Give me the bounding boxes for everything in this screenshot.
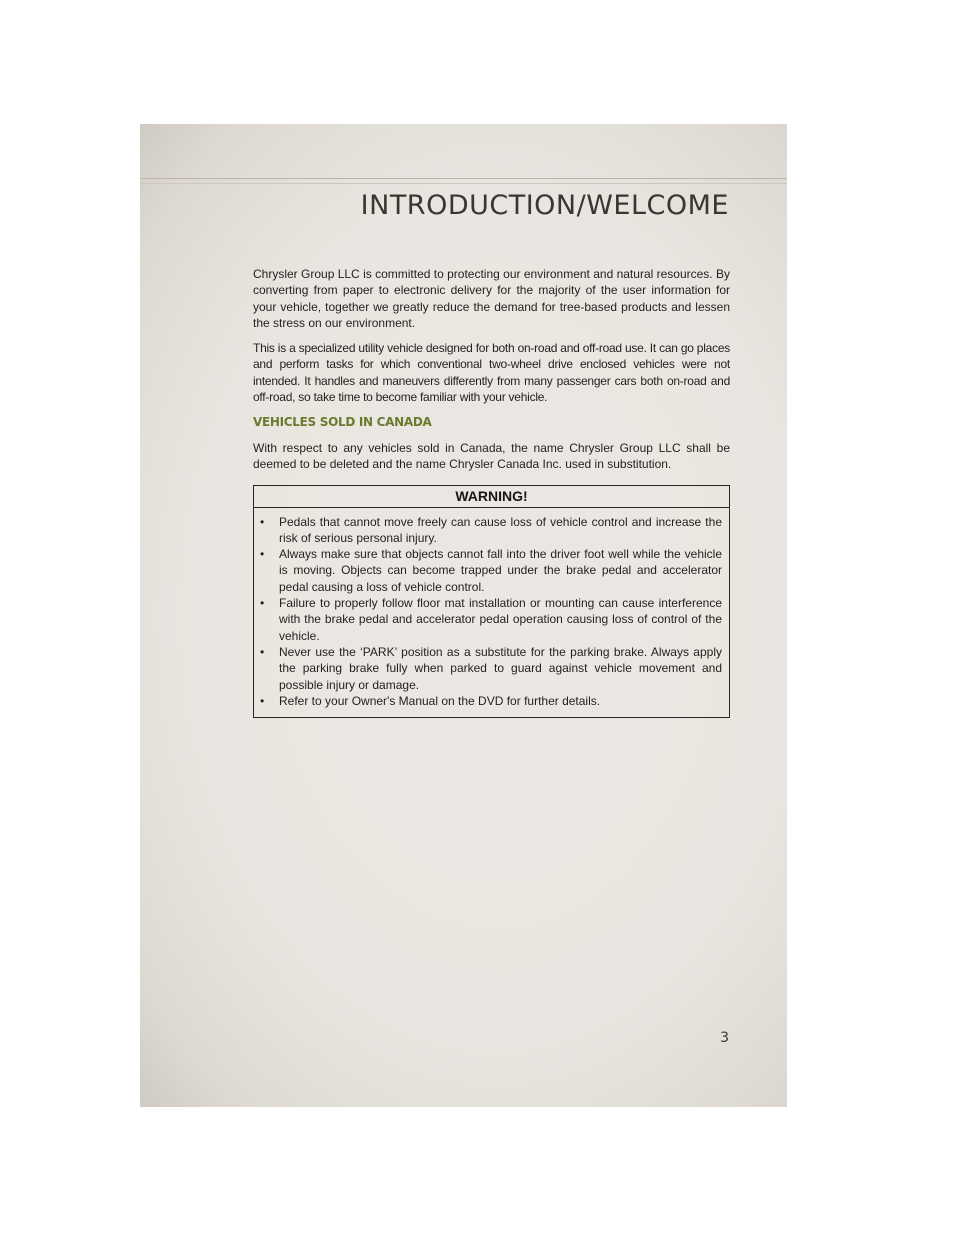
- warning-item: [260, 595, 722, 644]
- manual-page: [140, 124, 787, 1107]
- canada-paragraph: With respect to any vehicles sold in Canada, the name Chrysler Group LLC shall be deemed to be deleted and the name Chrysler Canada Inc. used in substitution.: [253, 440, 730, 471]
- page-number: 3: [720, 1030, 729, 1046]
- warning-item: [260, 644, 722, 693]
- warning-item-text: Never use the ‘PARK’ position as a substitute for the parking brake. Always apply the parking brake fully when parked to guard against vehicle movement and possible injury or damage.: [279, 644, 722, 692]
- warning-list: [254, 508, 729, 718]
- warning-item: [260, 514, 722, 547]
- warning-item-text: Pedals that cannot move freely can cause loss of vehicle control and increase the risk of serious personal injury.: [279, 514, 722, 545]
- bullet-icon: •: [260, 693, 265, 708]
- bullet-icon: •: [260, 514, 265, 529]
- header-rule: [140, 178, 787, 179]
- warning-item-text: Refer to your Owner's Manual on the DVD for further details.: [279, 693, 601, 708]
- warning-item: [260, 693, 722, 709]
- warning-item: [260, 546, 722, 595]
- section-heading-canada: VEHICLES SOLD IN CANADA: [253, 415, 432, 430]
- warning-item-text: Always make sure that objects cannot fall into the driver foot well while the vehicle is moving. Objects can become trapped under the brake pedal and accelerator pedal causing a loss of vehicle control.: [279, 547, 722, 594]
- bullet-icon: •: [260, 596, 265, 611]
- warning-box: [253, 485, 730, 718]
- bullet-icon: •: [260, 547, 265, 562]
- page-content: [253, 266, 730, 718]
- warning-item-text: Failure to properly follow floor mat installation or mounting can cause interference with the brake pedal and accelerator pedal operation causing loss of control of the vehicle.: [279, 596, 722, 643]
- header-rule-secondary: [140, 183, 787, 184]
- warning-heading: WARNING!: [254, 486, 729, 507]
- bullet-icon: •: [260, 644, 265, 659]
- page-title: INTRODUCTION/WELCOME: [360, 190, 729, 221]
- intro-paragraph-environment: Chrysler Group LLC is committed to protecting our environment and natural resources. By converting from paper to electronic delivery for the majority of the user information for your vehicle, together we greatly reduce the demand for tree-based products and lessen the stress on our environment.: [253, 267, 730, 330]
- intro-paragraph-vehicle: This is a specialized utility vehicle designed for both on-road and off-road use. It can go places and perform tasks for which conventional two-wheel drive enclosed vehicles were not intended. It handles and maneuvers differently from many passenger cars both on-road and off-road, so take time to become familiar with your vehicle.: [253, 341, 730, 405]
